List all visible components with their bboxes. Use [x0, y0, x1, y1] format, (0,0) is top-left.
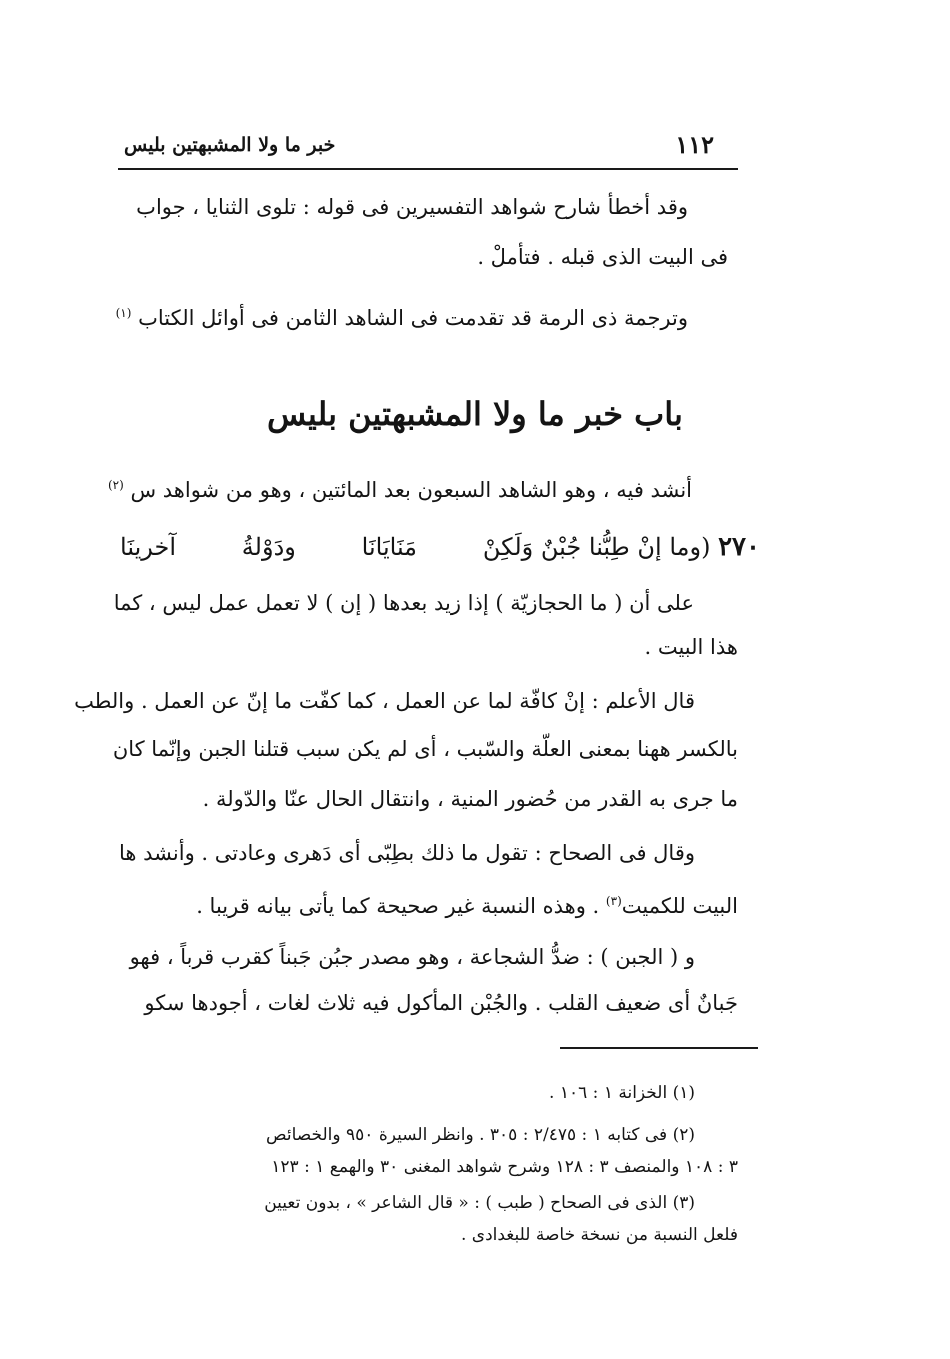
verse-part-2: مَنَايَانَا — [361, 533, 418, 561]
p1-line-1 — [108, 470, 692, 505]
verse-part-3: ودَوْلةُ — [241, 533, 296, 561]
p4-line-2-text: البيت للكميت — [621, 894, 738, 918]
intro-line-3 — [116, 298, 688, 333]
verse-hemistich-1 — [483, 530, 760, 564]
p5-line-1: و ( الجبن ) : ضدُّ الشجاعة ، وهو مصدر جبُن جَبناً كقرب قرباً ، فهو — [129, 945, 695, 969]
p5-line-2: جَبانٌ أى ضعيف القلب . والجُبْن المأكول فيه ثلاث لغات ، أجودها سكو — [144, 991, 738, 1015]
footnote-ref-2: (٢) — [107, 478, 124, 492]
chapter-title: باب خبر ما ولا المشبهتين بليس — [267, 395, 683, 433]
page-number: ١١٢ — [675, 130, 714, 159]
footnote-3-line-2: فلعل النسبة من نسخة خاصة للبغدادى . — [460, 1225, 738, 1245]
footnote-ref-3: (٣) — [605, 894, 622, 908]
header-divider — [118, 168, 738, 170]
p2-line-1: على أن ( ما الحجازيّة ) إذا زيد بعدها ( إن ) لا تعمل عمل ليس ، كما — [113, 591, 694, 615]
page-header — [118, 128, 738, 168]
p4-line-2-rest: . وهذه النسبة غير صحيحة كما يأتى بيانه قريبا . — [196, 894, 600, 918]
running-title: خبر ما ولا المشبهتين بليس — [124, 134, 336, 156]
p4-line-1: وقال فى الصحاح : تقول ما ذلك بطِبّى أى دَهرى وعادتى . وأنشد ها — [119, 841, 695, 865]
p1-line-1-text: أنشد فيه ، وهو الشاهد السبعون بعد المائتين ، وهو من شواهد س — [130, 478, 692, 502]
intro-line-3-text: وترجمة ذى الرمة قد تقدمت فى الشاهد الثامن فى أوائل الكتاب — [138, 306, 688, 330]
intro-line-1: وقد أخطأ شارح شواهد التفسيرين فى قوله : تلوى الثنايا ، جواب — [136, 195, 688, 219]
footnote-3-line-1: (٣) الذى فى الصحاح ( طبب ) : « قال الشاعر » ، بدون تعيين — [264, 1193, 695, 1213]
p3-line-3: ما جرى به القدر من حُضور المنية ، وانتقال الحال عنّا والدّولة . — [202, 787, 738, 811]
p4-line-2 — [196, 886, 738, 921]
p2-line-2: هذا البيت . — [644, 635, 738, 659]
verse-part-1: (وما إنْ طِبُّنا جُبْنٌ وَلَكِنْ — [482, 533, 711, 561]
footnote-2-line-2: ٣ : ١٠٨ والمنصف ٣ : ١٢٨ وشرح شواهد المغنى ٣٠ والهمع ١ : ١٢٣ — [271, 1157, 738, 1177]
intro-line-2: فى البيت الذى قبله . فتأملْ . — [477, 245, 728, 269]
verse-270 — [120, 530, 760, 564]
footnote-ref-1: (١) — [115, 306, 132, 320]
verse-number: ٢٧٠ — [718, 532, 760, 562]
footnote-1: (١) الخزانة ١ : ١٠٦ . — [549, 1083, 695, 1103]
verse-part-4: آخرينَا — [120, 533, 176, 561]
footnote-2-line-1: (٢) فى كتابه ١ : ٢/٤٧٥ : ٣٠٥ . وانظر السيرة ٩٥٠ والخصائص — [266, 1125, 695, 1145]
p3-line-2: بالكسر ههنا بمعنى العلّة والسّبب ، أى لم يكن سبب قتلنا الجبن وإنّما كان — [112, 737, 738, 761]
p3-line-1: قال الأعلم : إنْ كافّة لما عن العمل ، كما كفّت ما إنّ عن العمل . والطب — [74, 689, 695, 713]
footnote-divider — [560, 1047, 758, 1049]
